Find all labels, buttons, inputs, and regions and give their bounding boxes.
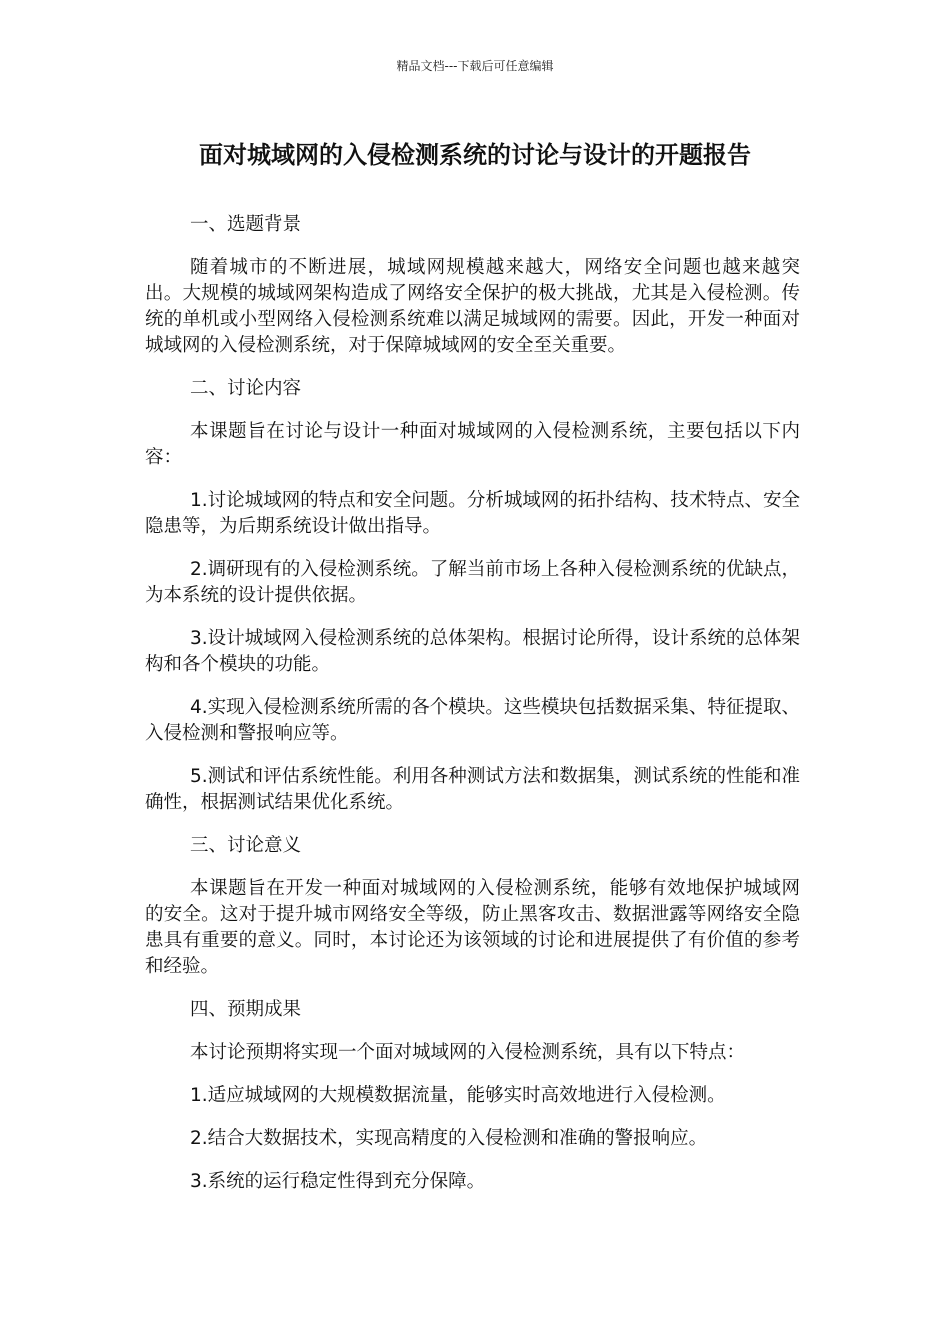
list-item-content-4: 4.实现入侵检测系统所需的各个模块。这些模块包括数据采集、特征提取、入侵检测和警报响应等。 (145, 697, 800, 744)
list-item-content-1: 1.讨论城域网的特点和安全问题。分析城域网的拓扑结构、技术特点、安全隐患等，为后期系统设计做出指导。 (145, 490, 800, 537)
paragraph-content-intro: 本课题旨在讨论与设计一种面对城域网的入侵检测系统，主要包括以下内容： (145, 421, 800, 468)
list-item-content-3: 3.设计城域网入侵检测系统的总体架构。根据讨论所得，设计系统的总体架构和各个模块的功能。 (145, 628, 800, 675)
section-heading-outcomes: 四、预期成果 (190, 999, 302, 1020)
document-title: 面对城域网的入侵检测系统的讨论与设计的开题报告 (199, 141, 751, 169)
paragraph-background: 随着城市的不断进展，城域网规模越来越大，网络安全问题也越来越突出。大规模的城域网架构造成了网络安全保护的极大挑战，尤其是入侵检测。传统的单机或小型网络入侵检测系统难以满足城域网的需要。因此，开发一种面对城域网的入侵检测系统，对于保障城域网的安全至关重要。 (145, 257, 800, 356)
list-item-outcome-1: 1.适应城域网的大规模数据流量，能够实时高效地进行入侵检测。 (190, 1085, 726, 1106)
paragraph-outcomes-intro: 本讨论预期将实现一个面对城域网的入侵检测系统，具有以下特点： (190, 1042, 746, 1063)
list-item-outcome-2: 2.结合大数据技术，实现高精度的入侵检测和准确的警报响应。 (190, 1128, 708, 1149)
list-item-content-5: 5.测试和评估系统性能。利用各种测试方法和数据集，测试系统的性能和准确性，根据测试结果优化系统。 (145, 766, 800, 813)
section-heading-content: 二、讨论内容 (190, 378, 302, 399)
paragraph-significance: 本课题旨在开发一种面对城域网的入侵检测系统，能够有效地保护城域网的安全。这对于提升城市网络安全等级，防止黑客攻击、数据泄露等网络安全隐患具有重要的意义。同时，本讨论还为该领域的讨论和进展提供了有价值的参考和经验。 (145, 878, 800, 977)
section-heading-background: 一、选题背景 (190, 214, 302, 235)
section-heading-significance: 三、讨论意义 (190, 835, 302, 856)
page-header: 精品文档---下载后可任意编辑 (396, 59, 554, 73)
list-item-content-2: 2.调研现有的入侵检测系统。了解当前市场上各种入侵检测系统的优缺点，为本系统的设计提供依据。 (145, 559, 800, 606)
list-item-outcome-3: 3.系统的运行稳定性得到充分保障。 (190, 1171, 486, 1192)
document-body (145, 212, 800, 1212)
